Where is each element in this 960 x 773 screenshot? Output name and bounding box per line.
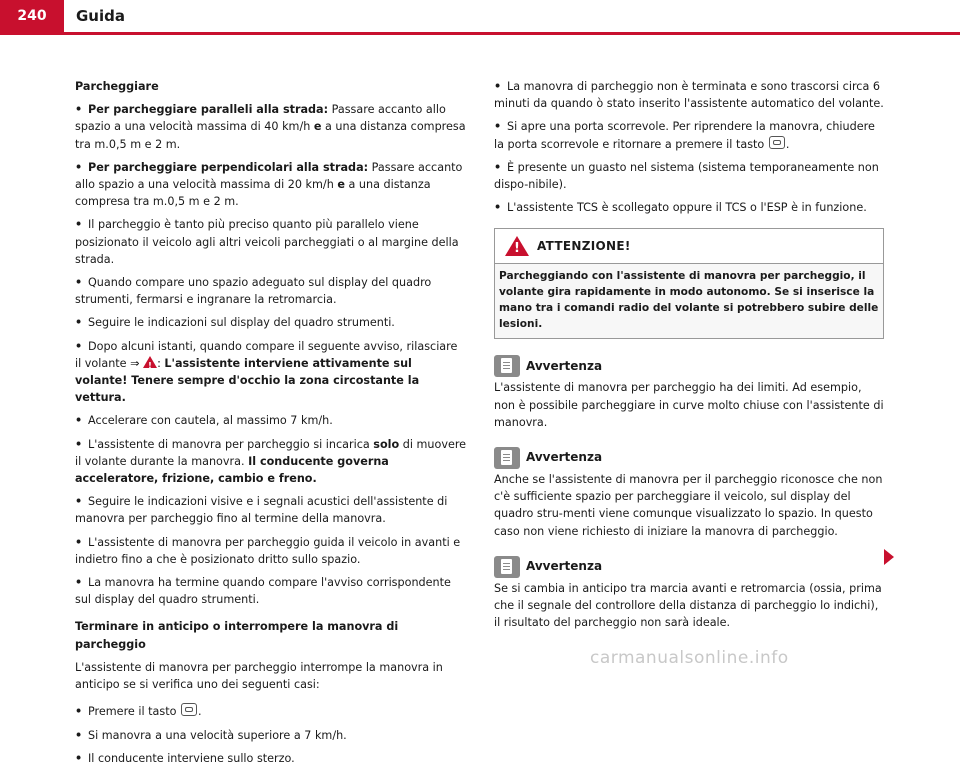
header-title: Guida (76, 7, 125, 25)
note-icon (494, 447, 520, 469)
section-heading-parcheggiare: Parcheggiare (75, 80, 159, 93)
note-title: Avvertenza (526, 358, 603, 373)
list-item: • È presente un guasto nel sistema (sistema temporaneamente non dispo-nibile). (494, 160, 879, 192)
list-item: • Accelerare con cautela, al massimo 7 km/h. (75, 414, 333, 428)
note-icon (494, 355, 520, 377)
list-item: • Si manovra a una velocità superiore a 7 km/h. (75, 728, 347, 742)
header-divider (0, 32, 960, 35)
warning-text: Parcheggiando con l'assistente di manovra per parcheggio, il volante gira rapidamente in modo autonomo. Se si inserisce la mano tra i comandi radio del volante si potrebbero subire delle lesioni. (495, 264, 883, 338)
list-item: • L'assistente di manovra per parcheggio si incarica solo di muovere il volante durante la manovra. Il conducente governa acceleratore, frizione, cambio e freno. (75, 437, 467, 486)
park-assist-key-icon (769, 136, 785, 149)
note-text: L'assistente di manovra per parcheggio ha dei limiti. Ad esempio, non è possibile parcheggiare in curve molto chiuse con l'assistente di manovra. (494, 381, 884, 429)
warning-triangle-icon[interactable] (143, 356, 157, 368)
note-text: Anche se l'assistente di manovra per il parcheggio riconosce che non c'è sufficiente spazio per parcheggiare il veicolo, sul display del quadro stru-menti viene comunque visualizzato lo spazio. In questo caso non viene richiesto di iniziare la manovra di parcheggio. (494, 473, 883, 538)
list-item: • Premere il tasto . (75, 705, 202, 719)
park-assist-key-icon (181, 703, 197, 716)
left-column (75, 78, 467, 773)
note-icon (494, 556, 520, 578)
page-header (0, 0, 960, 36)
note-header (494, 556, 884, 578)
page-number: 240 (0, 0, 64, 32)
warning-triangle-icon (505, 236, 529, 256)
list-item: • La manovra di parcheggio non è terminata e sono trascorsi circa 6 minuti da quando ò stato inserito l'assistente automatico del volante. (494, 80, 884, 111)
right-column (494, 78, 884, 637)
section-heading-terminare: Terminare in anticipo o interrompere la manovra di parcheggio (75, 620, 399, 651)
warning-title: ATTENZIONE! (537, 238, 631, 253)
list-item: • Il parcheggio è tanto più preciso quanto più parallelo viene posizionato il veicolo agli altri veicoli parcheggiati o al margine della strada. (75, 218, 459, 266)
note-text: Se si cambia in anticipo tra marcia avanti e retromarcia (ossia, prima che il segnale del controllore della distanza di parcheggio lo indichi), il risultato del parcheggio non sarà ideale. (494, 581, 882, 630)
note-title: Avvertenza (526, 450, 603, 465)
warning-box (494, 228, 884, 339)
list-item: • Seguire le indicazioni visive e i segnali acustici dell'assistente di manovra per parcheggio fino al termine della manovra. (75, 495, 448, 526)
list-item: • L'assistente di manovra per parcheggio guida il veicolo in avanti e indietro fino a che è posizionato dritto sullo spazio. (75, 535, 461, 566)
list-item: • Per parcheggiare perpendicolari alla strada: Passare accanto allo spazio a una velocità massima di 20 km/h e a una distanza compresa tra m.0,5 m e 2 m. (75, 160, 463, 209)
list-item: • La manovra ha termine quando compare l'avviso corrispondente sul display del quadro strumenti. (75, 576, 451, 607)
note-header (494, 355, 884, 377)
paragraph: L'assistente di manovra per parcheggio interrompe la manovra in anticipo se si verifica uno dei seguenti casi: (75, 660, 443, 692)
note-header (494, 447, 884, 469)
list-item: • Si apre una porta scorrevole. Per riprendere la manovra, chiudere la porta scorrevole e ritornare a premere il tasto . (494, 120, 875, 151)
continue-arrow-icon[interactable] (884, 549, 894, 565)
watermark: carmanualsonline.info (590, 648, 789, 668)
list-item: • Dopo alcuni istanti, quando compare il seguente avviso, rilasciare il volante ⇒ !: L'assistente interviene attivamente sul volante! Tenere sempre d'occhio la zona circostante la vettura. (75, 338, 467, 407)
list-item: • L'assistente TCS è scollegato oppure il TCS o l'ESP è in funzione. (494, 201, 867, 215)
note-title: Avvertenza (526, 559, 603, 574)
list-item: • Seguire le indicazioni sul display del quadro strumenti. (75, 316, 395, 330)
list-item: • Il conducente interviene sullo sterzo. (75, 751, 295, 765)
warning-header (495, 229, 883, 264)
list-item: • Quando compare uno spazio adeguato sul display del quadro strumenti, fermarsi e ingranare la retromarcia. (75, 276, 432, 307)
list-item: • Per parcheggiare paralleli alla strada: Passare accanto allo spazio a una velocità massima di 40 km/h e a una distanza compresa tra m.0,5 m e 2 m. (75, 103, 466, 151)
